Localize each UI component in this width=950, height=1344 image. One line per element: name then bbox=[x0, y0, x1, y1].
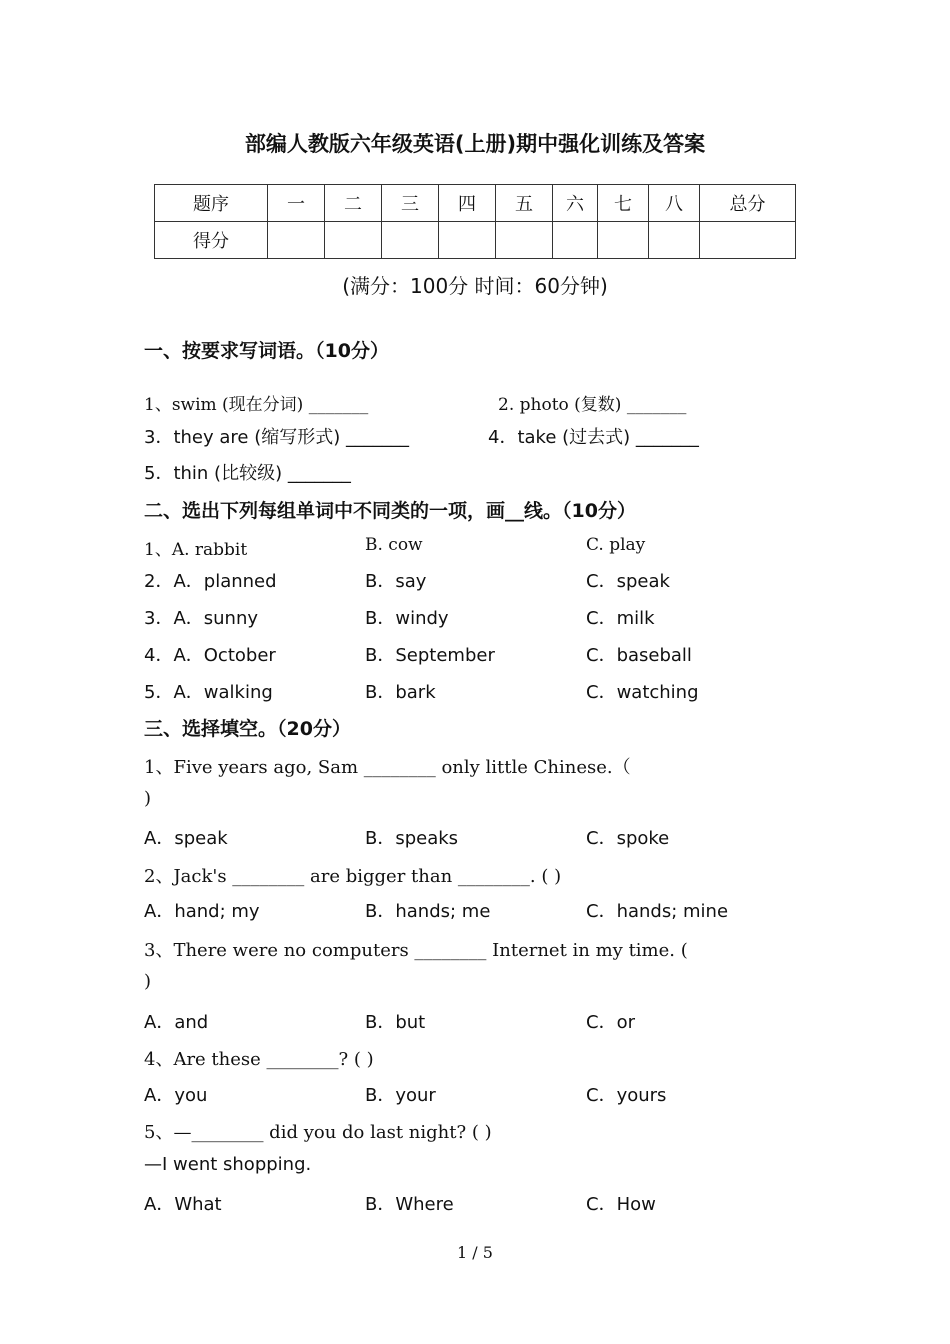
score-entry-cell bbox=[649, 222, 700, 259]
table-cell: 题序 bbox=[155, 185, 268, 222]
score-entry-cell bbox=[700, 222, 796, 259]
option-text: B．your bbox=[365, 1085, 436, 1106]
question-text: 4．take (过去式) _______ bbox=[488, 427, 699, 448]
score-time-note: (满分：100分 时间：60分钟) bbox=[342, 274, 608, 298]
option-text: A．and bbox=[144, 1012, 209, 1033]
table-cell: 六 bbox=[553, 185, 598, 222]
option-text: B．hands; me bbox=[365, 901, 491, 922]
option-text: B．bark bbox=[365, 682, 436, 703]
table-cell: 总分 bbox=[700, 185, 796, 222]
option-text: C．spoke bbox=[586, 828, 670, 849]
table-cell: 四 bbox=[439, 185, 496, 222]
table-cell: 二 bbox=[325, 185, 382, 222]
table-cell: 一 bbox=[268, 185, 325, 222]
section-heading: 二、选出下列每组单词中不同类的一项，画__线。（10分） bbox=[144, 500, 636, 522]
option-text: C．speak bbox=[586, 571, 670, 592]
table-cell: 八 bbox=[649, 185, 700, 222]
question-text: 2. photo (复数) _______ bbox=[498, 395, 687, 415]
question-text: 4、Are these ________? ( ) bbox=[144, 1049, 374, 1070]
score-table-header-row bbox=[155, 185, 796, 222]
score-entry-cell bbox=[496, 222, 553, 259]
option-text: A．you bbox=[144, 1085, 208, 1106]
question-text: ) bbox=[144, 971, 152, 992]
option-text: C．or bbox=[586, 1012, 635, 1033]
option-text: 5．A．walking bbox=[144, 682, 273, 703]
option-text: C．hands; mine bbox=[586, 901, 729, 922]
question-text: ) bbox=[144, 788, 152, 809]
option-text: B．speaks bbox=[365, 828, 459, 849]
option-text: C．milk bbox=[586, 608, 655, 629]
option-text: C. play bbox=[586, 535, 646, 555]
score-entry-cell bbox=[553, 222, 598, 259]
option-text: 3．A．sunny bbox=[144, 608, 259, 629]
question-text: 3．they are (缩写形式) _______ bbox=[144, 427, 409, 448]
question-text: —I went shopping. bbox=[144, 1154, 312, 1175]
score-entry-cell bbox=[325, 222, 382, 259]
question-text: 1、swim (现在分词) _______ bbox=[144, 395, 369, 415]
option-text: B．Where bbox=[365, 1194, 454, 1215]
score-entry-cell bbox=[382, 222, 439, 259]
page-number: 1 / 5 bbox=[457, 1243, 493, 1262]
question-text: 5、—________ did you do last night? ( ) bbox=[144, 1122, 492, 1143]
question-text: 2、Jack's ________ are bigger than ________. ( ) bbox=[144, 866, 562, 887]
question-text: 3、There were no computers ________ Internet in my time. ( bbox=[144, 940, 688, 961]
section-heading: 三、选择填空。（20分） bbox=[144, 718, 351, 740]
score-entry-cell bbox=[268, 222, 325, 259]
score-table bbox=[154, 184, 796, 259]
option-text: A．speak bbox=[144, 828, 228, 849]
option-text: B．September bbox=[365, 645, 495, 666]
table-cell: 七 bbox=[598, 185, 649, 222]
option-text: 4．A．October bbox=[144, 645, 276, 666]
question-text: 5．thin (比较级) _______ bbox=[144, 463, 351, 484]
option-text: C．watching bbox=[586, 682, 699, 703]
page-title: 部编人教版六年级英语(上册)期中强化训练及答案 bbox=[244, 132, 706, 156]
table-cell: 得分 bbox=[155, 222, 268, 259]
option-text: A．hand; my bbox=[144, 901, 260, 922]
question-text: 1、Five years ago, Sam ________ only little Chinese.（ bbox=[144, 757, 631, 778]
table-cell: 三 bbox=[382, 185, 439, 222]
score-entry-cell bbox=[439, 222, 496, 259]
score-entry-cell bbox=[598, 222, 649, 259]
option-text: B. cow bbox=[365, 535, 423, 555]
table-cell: 五 bbox=[496, 185, 553, 222]
option-text: 2．A．planned bbox=[144, 571, 277, 592]
option-text: 1、A. rabbit bbox=[144, 540, 248, 560]
option-text: C．yours bbox=[586, 1085, 667, 1106]
option-text: C．baseball bbox=[586, 645, 692, 666]
option-text: B．but bbox=[365, 1012, 426, 1033]
option-text: B．say bbox=[365, 571, 427, 592]
option-text: B．windy bbox=[365, 608, 449, 629]
option-text: C．How bbox=[586, 1194, 656, 1215]
option-text: A．What bbox=[144, 1194, 222, 1215]
section-heading: 一、按要求写词语。（10分） bbox=[144, 340, 389, 362]
score-table-score-row bbox=[155, 222, 796, 259]
